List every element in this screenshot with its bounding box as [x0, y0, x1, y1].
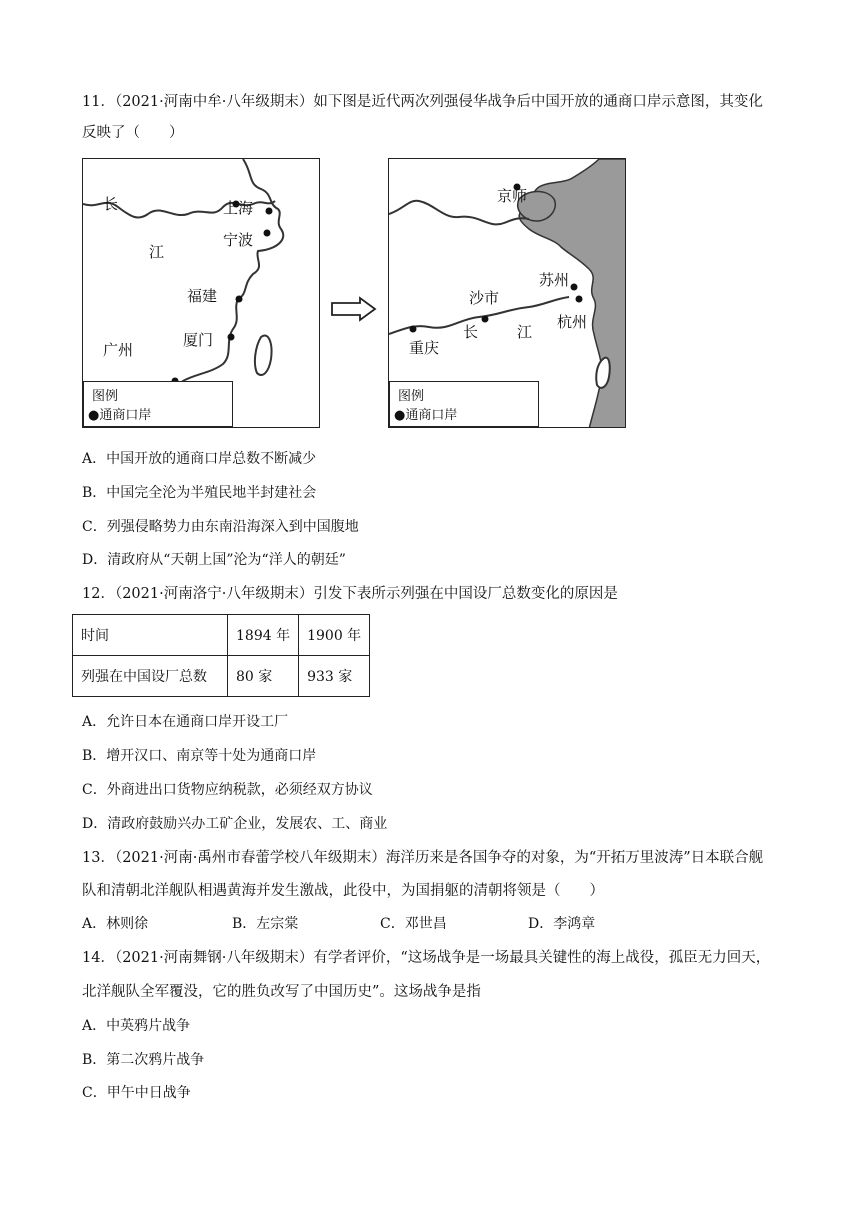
q11-stem-line2: 反映了（ ） [82, 125, 184, 141]
q14-stem-line2: 北洋舰队全军覆没，它的胜负改写了中国历史”。这场战争是指 [82, 984, 481, 1000]
q11-option-b: B．中国完全沦为半殖民地半封建社会 [82, 485, 317, 501]
q12-option-c: C．外商进出口货物应纳税款，必须经双方协议 [82, 782, 373, 798]
q11-option-c: C．列强侵略势力由东南沿海深入到中国腹地 [82, 519, 359, 535]
port-dot-icon: ● [394, 408, 406, 423]
q12-table [72, 614, 370, 697]
map-after-legend [389, 381, 539, 427]
map-before-label: 江 [149, 243, 165, 261]
q13-option-a: A．林则徐 [82, 916, 149, 932]
q14-option-a: A．中英鸦片战争 [82, 1018, 191, 1034]
map-after-label: 杭州 [557, 313, 588, 331]
table-cell: 80 家 [228, 656, 299, 697]
map-before [82, 158, 320, 428]
q11-option-a: A．中国开放的通商口岸总数不断减少 [82, 451, 317, 467]
port-dot-icon: ● [88, 408, 100, 423]
q13-stem-line1: 13．（2021·河南·禹州市春蕾学校八年级期末）海洋历来是各国争夺的对象，为“开拓万里波涛”日本联合舰 [82, 850, 764, 866]
q13-stem-line2: 队和清朝北洋舰队相遇黄海并发生激战，此役中，为国捐躯的清朝将领是（ ） [82, 883, 604, 899]
map-after-label: 京师 [497, 187, 528, 205]
table-cell: 933 家 [299, 656, 370, 697]
q13-option-b: B．左宗棠 [232, 916, 299, 932]
q13-option-d: D．李鸿章 [528, 916, 596, 932]
legend-title: 图例 [398, 389, 425, 404]
table-row [73, 615, 370, 656]
map-before-label: 广州 [103, 341, 134, 359]
q13-options [82, 914, 595, 934]
map-after-label: 重庆 [409, 339, 440, 357]
q12-option-a: A．允许日本在通商口岸开设工厂 [82, 714, 289, 730]
q14-option-c: C．甲午中日战争 [82, 1085, 191, 1101]
right-arrow-icon [330, 296, 378, 322]
map-before-label: 宁波 [223, 231, 254, 249]
map-before-legend [83, 381, 233, 427]
map-before-label: 长 [103, 195, 119, 213]
table-row [73, 656, 370, 697]
q11-stem-line1: 11．（2021·河南中牟·八年级期末）如下图是近代两次列强侵华战争后中国开放的通商口岸示意图，其变化 [82, 94, 763, 110]
legend-title: 图例 [92, 389, 119, 404]
map-after [388, 158, 626, 428]
map-before-label: 上海 [223, 199, 254, 217]
q14-stem-line1: 14．（2021·河南舞钢·八年级期末）有学者评价，“这场战争是一场最具关键性的海上战役，孤臣无力回天， [82, 950, 771, 966]
q11-option-d: D．清政府从“天朝上国”沦为“洋人的朝廷” [82, 552, 346, 568]
legend-item: ●通商口岸 [394, 408, 458, 423]
q12-stem: 12．（2021·河南洛宁·八年级期末）引发下表所示列强在中国设厂总数变化的原因是 [82, 586, 618, 602]
q14-option-b: B．第二次鸦片战争 [82, 1052, 205, 1068]
q12-option-d: D．清政府鼓励兴办工矿企业，发展农、工、商业 [82, 816, 388, 832]
table-cell: 1900 年 [299, 615, 370, 656]
q12-option-b: B．增开汉口、南京等十处为通商口岸 [82, 748, 317, 764]
map-after-label: 苏州 [539, 271, 570, 289]
table-cell: 1894 年 [228, 615, 299, 656]
map-before-label: 厦门 [183, 331, 214, 349]
table-cell: 列强在中国设厂总数 [73, 656, 228, 697]
q13-option-c: C．邓世昌 [380, 916, 447, 932]
table-cell: 时间 [73, 615, 228, 656]
q11-maps [82, 158, 642, 436]
map-after-label: 沙市 [469, 289, 500, 307]
map-before-label: 福建 [187, 287, 218, 305]
map-after-label: 长 [463, 323, 479, 341]
map-after-label: 江 [517, 323, 533, 341]
legend-item: ●通商口岸 [88, 408, 152, 423]
